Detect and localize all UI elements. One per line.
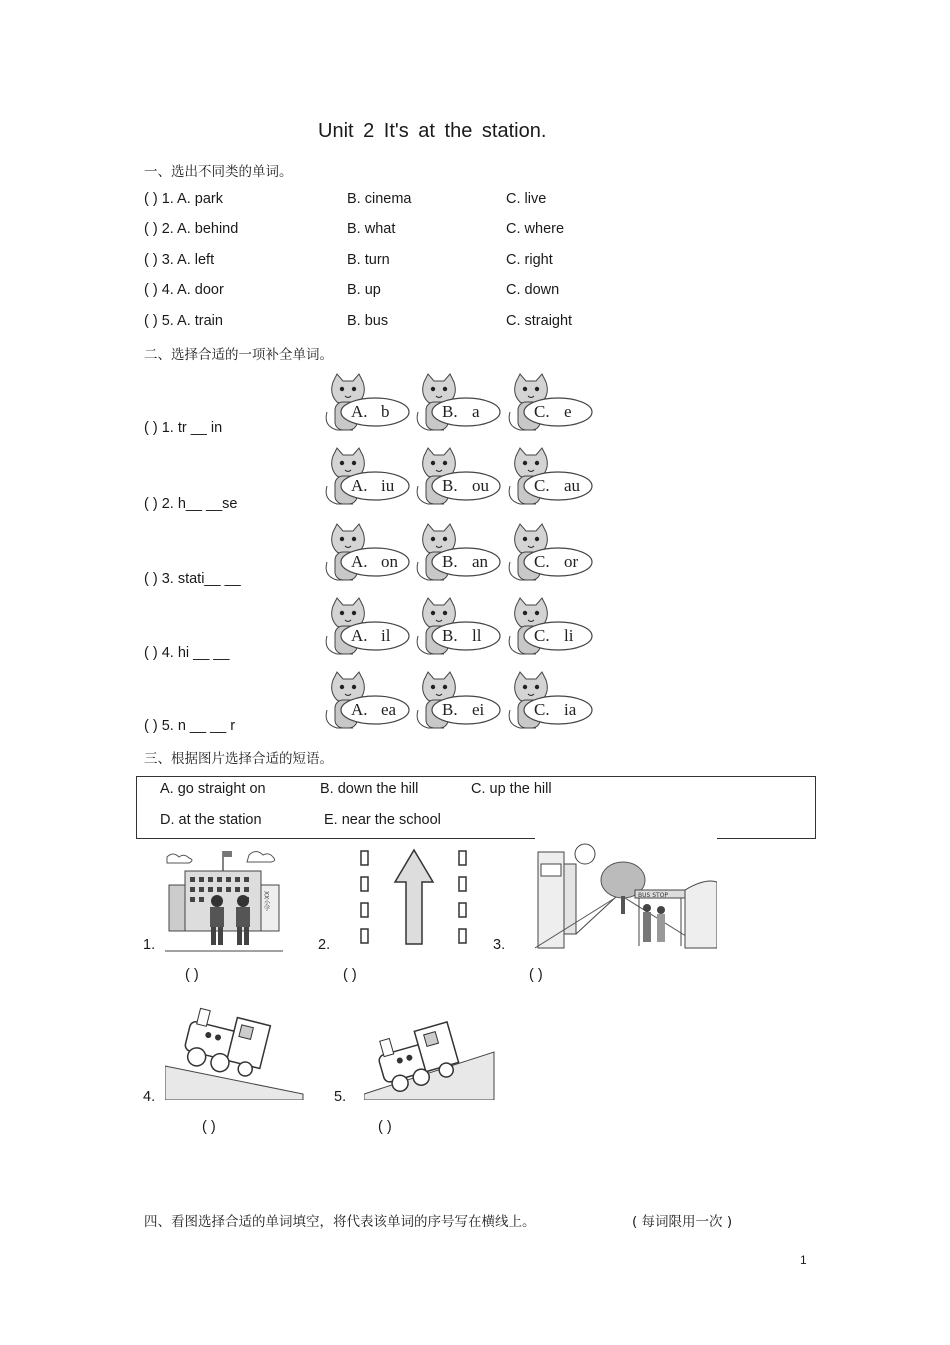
option-letter: B. [442, 476, 458, 495]
s1-option-c-4: C. down [506, 282, 560, 298]
s2-question-3[interactable]: ( ) 3. stati__ __ [144, 571, 241, 587]
cat-option-4-a [323, 596, 411, 658]
option-letters: e [564, 402, 572, 421]
s1-question-5[interactable]: ( ) 5. A. train [144, 313, 223, 329]
option-letter: A. [351, 700, 368, 719]
cat-option-3-b [414, 522, 502, 584]
option-letter: C. [534, 552, 550, 571]
s1-option-c-1: C. live [506, 191, 547, 207]
school-picture [165, 845, 283, 953]
s1-option-b-2: B. what [347, 221, 396, 237]
section4-note: ( 每词限用一次 ) [632, 1214, 733, 1230]
option-letters: an [472, 552, 489, 571]
option-letters: ou [472, 476, 489, 495]
picture-number-5: 5. [334, 1089, 347, 1105]
option-letter: A. [351, 402, 368, 421]
s1-option-c-3: C. right [506, 252, 553, 268]
option-letter: A. [351, 552, 368, 571]
option-letter: C. [534, 476, 550, 495]
bus-stop-picture [535, 838, 717, 952]
s1-option-b-4: B. up [347, 282, 381, 298]
option-letter: B. [442, 552, 458, 571]
option-letter: B. [442, 700, 458, 719]
section2-heading: 二、选择合适的一项补全单词。 [144, 347, 333, 363]
train-picture-1 [165, 1002, 305, 1100]
option-letter: C. [534, 700, 550, 719]
s1-question-2[interactable]: ( ) 2. A. behind [144, 221, 239, 237]
bus-stop-sign: BUS STOP [638, 892, 669, 899]
picture-number-4: 4. [143, 1089, 156, 1105]
page-number: 1 [800, 1253, 807, 1267]
cat-option-3-c [506, 522, 594, 584]
option-letters: il [381, 626, 391, 645]
option-letters: iu [381, 476, 395, 495]
picture-number-1: 1. [143, 937, 156, 953]
answer-blank-5[interactable]: ( ) [378, 1119, 392, 1135]
school-sign: XX小学 [262, 891, 270, 912]
phrase-d: D. at the station [160, 812, 262, 828]
picture-number-2: 2. [318, 937, 331, 953]
option-letter: A. [351, 626, 368, 645]
option-letters: a [472, 402, 480, 421]
option-letters: ll [472, 626, 482, 645]
option-letters: ea [381, 700, 397, 719]
s1-question-4[interactable]: ( ) 4. A. door [144, 282, 224, 298]
s1-question-3[interactable]: ( ) 3. A. left [144, 252, 215, 268]
option-letters: au [564, 476, 581, 495]
option-letter: B. [442, 626, 458, 645]
option-letter: A. [351, 476, 368, 495]
phrase-a: A. go straight on [160, 781, 266, 797]
option-letters: on [381, 552, 398, 571]
cat-option-2-b [414, 446, 502, 508]
s1-option-b-1: B. cinema [347, 191, 412, 207]
answer-blank-2[interactable]: ( ) [343, 967, 357, 983]
cat-option-3-a [323, 522, 411, 584]
option-letters: b [381, 402, 390, 421]
section4-heading: 四、看图选择合适的单词填空，将代表该单词的序号写在横线上。 [144, 1214, 536, 1230]
cat-option-4-b [414, 596, 502, 658]
cat-option-5-b [414, 670, 502, 732]
s2-question-5[interactable]: ( ) 5. n __ __ r [144, 718, 236, 734]
option-letters: ei [472, 700, 485, 719]
s1-option-c-5: C. straight [506, 313, 573, 329]
straight-arrow-picture [355, 846, 475, 948]
section3-heading: 三、根据图片选择合适的短语。 [144, 751, 333, 767]
phrase-e: E. near the school [324, 812, 441, 828]
s2-question-4[interactable]: ( ) 4. hi __ __ [144, 645, 230, 661]
s1-question-1[interactable]: ( ) 1. A. park [144, 191, 223, 207]
cat-option-1-b [414, 372, 502, 434]
cat-option-4-c [506, 596, 594, 658]
option-letters: or [564, 552, 579, 571]
s2-question-1[interactable]: ( ) 1. tr __ in [144, 420, 223, 436]
picture-number-3: 3. [493, 937, 506, 953]
option-letter: C. [534, 626, 550, 645]
cat-option-2-c [506, 446, 594, 508]
s1-option-c-2: C. where [506, 221, 565, 237]
s1-option-b-5: B. bus [347, 313, 389, 329]
answer-blank-4[interactable]: ( ) [202, 1119, 216, 1135]
option-letters: ia [564, 700, 577, 719]
cat-option-2-a [323, 446, 411, 508]
phrase-c: C. up the hill [471, 781, 552, 797]
section1-heading: 一、选出不同类的单词。 [144, 164, 293, 180]
answer-blank-1[interactable]: ( ) [185, 967, 199, 983]
s1-option-b-3: B. turn [347, 252, 390, 268]
option-letters: li [564, 626, 574, 645]
option-letter: B. [442, 402, 458, 421]
page-title: Unit 2 It's at the station. [318, 120, 547, 142]
s2-question-2[interactable]: ( ) 2. h__ __se [144, 496, 238, 512]
train-picture-2 [364, 1002, 496, 1100]
answer-blank-3[interactable]: ( ) [529, 967, 543, 983]
cat-option-5-a [323, 670, 411, 732]
option-letter: C. [534, 402, 550, 421]
cat-option-1-a [323, 372, 411, 434]
cat-option-1-c [506, 372, 594, 434]
cat-option-5-c [506, 670, 594, 732]
phrase-b: B. down the hill [320, 781, 419, 797]
